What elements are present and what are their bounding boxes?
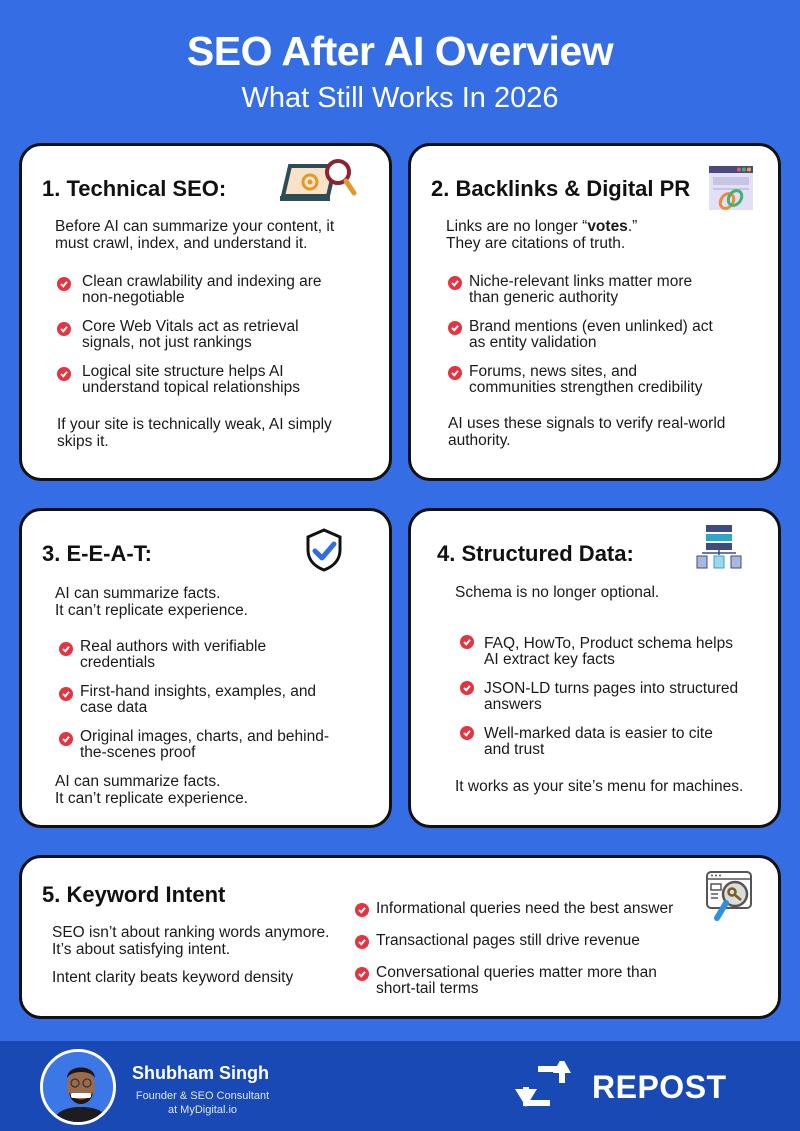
avatar [40, 1049, 116, 1125]
list-item: FAQ, HowTo, Product schema helps AI extract key facts [484, 635, 733, 668]
list-item: Conversational queries matter more than short-tail terms [376, 964, 657, 997]
check-icon [59, 687, 73, 701]
card-intro: AI can summarize facts. It can’t replicate experience. [55, 585, 248, 619]
card-outro: Intent clarity beats keyword density [52, 969, 294, 986]
list-item: Core Web Vitals act as retrieval signals, not just rankings [82, 318, 299, 351]
list-item: Well-marked data is easier to cite and trust [484, 725, 713, 758]
check-icon [355, 935, 369, 949]
repost-button[interactable] [510, 1059, 730, 1114]
list-item: Brand mentions (even unlinked) act as entity validation [469, 318, 713, 351]
card-title: 3. E-E-A-T: [42, 541, 152, 566]
person-photo-icon [43, 1052, 116, 1125]
browser-key-search-icon [705, 870, 755, 925]
list-item: JSON-LD turns pages into structured answers [484, 680, 739, 713]
check-icon [448, 276, 462, 290]
list-item: Niche-relevant links matter more than generic authority [469, 273, 693, 306]
list-item: Forums, news sites, and communities strengthen credibility [469, 363, 703, 396]
list-item: Original images, charts, and behind- the-scenes proof [80, 728, 329, 761]
card-outro: AI uses these signals to verify real-world authority. [448, 415, 726, 449]
page-subtitle: What Still Works In 2026 [241, 82, 559, 114]
check-icon [460, 726, 474, 740]
author-role: Founder & SEO Consultant at MyDigital.io [135, 1090, 270, 1116]
list-item: Real authors with verifiable credentials [80, 638, 267, 671]
card-eeat [19, 508, 392, 828]
card-title: 5. Keyword Intent [42, 882, 226, 907]
card-title: 4. Structured Data: [437, 541, 634, 566]
check-icon [448, 321, 462, 335]
server-hierarchy-icon [696, 523, 742, 569]
list-item: Clean crawlability and indexing are non-negotiable [82, 273, 322, 306]
card-intro: Before AI can summarize your content, it must crawl, index, and understand it. [55, 218, 335, 252]
check-icon [355, 967, 369, 981]
list-item: Logical site structure helps AI understand topical relationships [82, 363, 300, 396]
card-keyword-intent [19, 855, 781, 1019]
check-icon [57, 367, 71, 381]
card-backlinks-digital-pr [408, 143, 781, 481]
card-title: 1. Technical SEO: [42, 176, 227, 201]
card-intro: Schema is no longer optional. [455, 584, 660, 601]
list-item: First-hand insights, examples, and case data [80, 683, 317, 716]
check-icon [460, 635, 474, 649]
footer [0, 1041, 800, 1131]
browser-link-icon [709, 166, 753, 212]
check-icon [59, 732, 73, 746]
repost-label: REPOST [592, 1069, 727, 1105]
check-icon [57, 322, 71, 336]
author-name: Shubham Singh [132, 1063, 269, 1083]
check-icon [59, 642, 73, 656]
card-intro: Links are no longer “votes.” They are citations of truth. [446, 218, 638, 252]
list-item: Informational queries need the best answer [376, 900, 674, 917]
card-intro: SEO isn’t about ranking words anymore. It’s about satisfying intent. [52, 924, 330, 958]
card-title: 2. Backlinks & Digital PR [431, 176, 691, 201]
card-structured-data [408, 508, 781, 828]
check-icon [460, 681, 474, 695]
emphasis-votes: votes [587, 218, 628, 235]
laptop-gear-magnifier-icon [280, 156, 360, 206]
check-icon [355, 903, 369, 917]
list-item: Transactional pages still drive revenue [376, 932, 640, 949]
repost-icon [510, 1061, 580, 1111]
card-outro: If your site is technically weak, AI simply skips it. [57, 416, 332, 450]
shield-check-icon [304, 528, 344, 572]
page-title: SEO After AI Overview [186, 28, 614, 74]
check-icon [57, 277, 71, 291]
card-outro: AI can summarize facts. It can’t replicate experience. [55, 773, 248, 807]
card-outro: It works as your site’s menu for machines. [455, 778, 744, 795]
check-icon [448, 366, 462, 380]
card-technical-seo [19, 143, 392, 481]
